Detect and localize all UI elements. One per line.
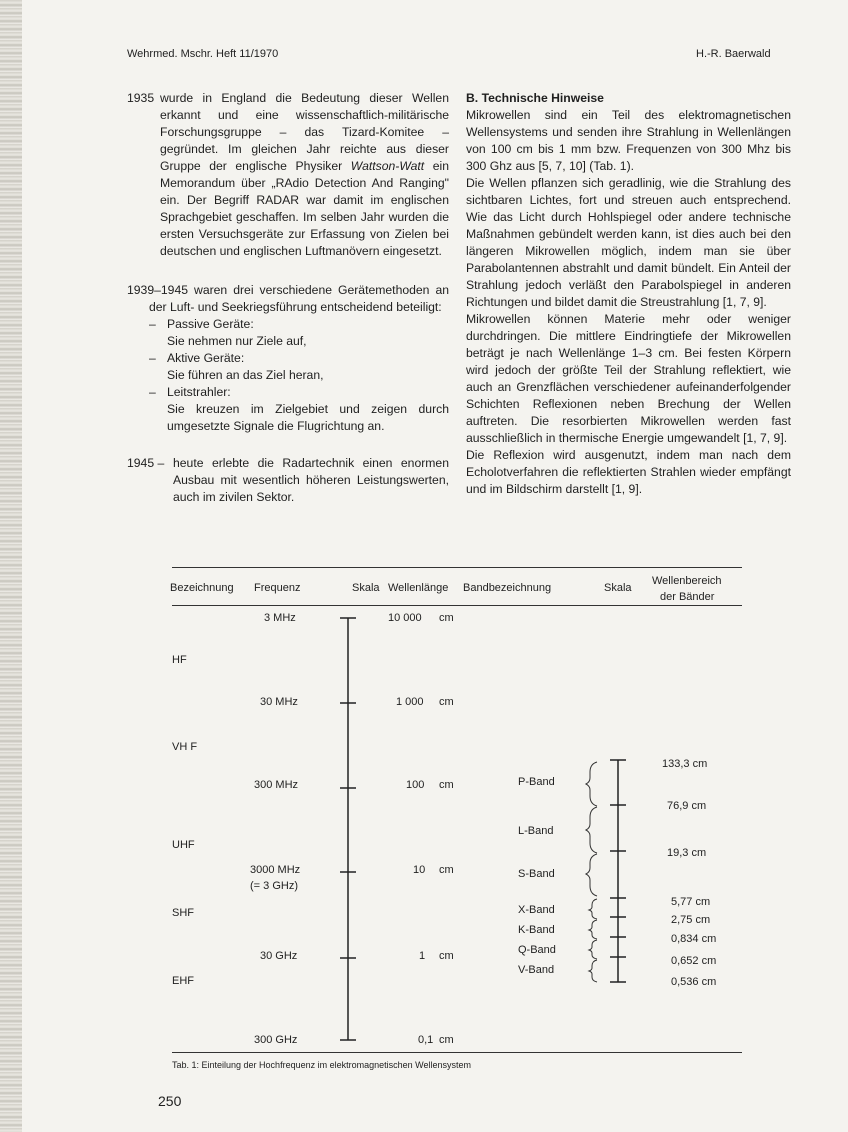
band-range: 0,652 cm [671,955,717,967]
col-header-skala: Skala [352,582,380,594]
wavelength-value: 100 [406,779,425,791]
page-number: 250 [158,1093,182,1109]
wavelength-unit: cm [439,1034,454,1046]
entry-italic-name: Wattson-Watt [350,159,425,173]
col-header-band: Bandbezeichnung [463,582,552,594]
band-range: 5,77 cm [671,896,711,908]
item-desc: Sie führen an das Ziel heran, [167,368,324,382]
band-range: 76,9 cm [667,800,707,812]
band-range: 0,834 cm [671,933,717,945]
range-label: HF [172,654,187,666]
band-label: K-Band [518,924,555,936]
band-range: 133,3 cm [662,758,708,770]
entry-text: waren drei verschiedene Gerätemethoden an der Luft- und Seekriegsführung entscheidend beteiligt: [149,283,450,314]
range-label: UHF [172,839,195,851]
frequency-value: (= 3 GHz) [250,880,298,892]
entry-text: heute erlebte die Radartechnik einen enormen Ausbau mit wesentlich höheren Leistungswerten, auch im zivilen Sektor. [173,456,449,504]
entry-year: 1945 – [127,456,165,470]
wavelength-value: 10 [413,864,426,876]
wavelength-unit: cm [439,950,454,962]
item-label: Aktive Geräte: [167,351,245,365]
item-label: Passive Geräte: [167,317,254,331]
entry-year: 1939–1945 [127,283,189,297]
list-item: – Leitstrahler: Sie kreuzen im Zielgebiet und zeigen durch umgesetzte Signale die Flugrichtung an. [149,385,449,433]
frequency-value: 300 GHz [254,1034,298,1046]
range-label: VH F [172,741,198,753]
frequency-value: 30 MHz [260,696,298,708]
band-range: 0,536 cm [671,976,717,988]
range-label: SHF [172,907,194,919]
wavelength-value: 1 [419,950,426,962]
band-range: 2,75 cm [671,914,711,926]
col-header-bereich: Wellenbereich [652,575,722,587]
paragraph: Die Reflexion wird ausgenutzt, indem man nach dem Echolotverfahren die reflektierten Strahlen wieder empfängt und im Bildschirm darstellt [1, 9]. [466,448,791,496]
entry-text: wurde in England die Bedeutung dieser Wellen erkannt und eine wissenschaftlich-militärische Forschungsgruppe – das Tizard-Komitee – gegründet. Im gleichen Jahr reichte aus dieser Gruppe der englische Physiker [160,91,449,173]
wavelength-value: 1 000 [396,696,424,708]
author-header: H.-R. Baerwald [696,48,771,60]
frequency-value: 300 MHz [254,779,299,791]
wavelength-value: 0,1 [418,1034,434,1046]
wavelength-unit: cm [439,864,454,876]
band-range: 19,3 cm [667,847,707,859]
list-item: – Passive Geräte: Sie nehmen nur Ziele auf, [149,316,449,350]
band-label: V-Band [518,964,555,976]
col-header-bereich-2: der Bänder [660,591,715,603]
frequency-value: 3 MHz [264,612,296,624]
item-desc: Sie kreuzen im Zielgebiet und zeigen durch umgesetzte Signale die Flugrichtung an. [167,402,449,433]
entry-year: 1935 [127,91,155,105]
paragraph: Mikrowellen können Materie mehr oder weniger durchdringen. Die mittlere Eindringtiefe der Mikrowellen beträgt je nach Wellenlänge 1–3 cm. Bei festen Körpern wird jedoch der größte Teil der Strahlung reflektiert, wie auch an Grenzflächen verschiedener aufeinanderfolgender Schichten Reflexionen neben Brechung der Wellen auftreten. Die resorbierten Mikrowellen werden fast ausschließlich in thermische Energie umgewandelt [1, 7, 9]. [466,312,791,445]
list-item: – Aktive Geräte: Sie führen an das Ziel heran, [149,350,449,384]
wavelength-unit: cm [439,696,454,708]
paragraph: Die Wellen pflanzen sich geradlinig, wie die Strahlung des sichtbaren Lichtes, fort und streuen auch entsprechend. Wie das Licht durch Hohlspiegel oder andere technische Maßnahmen gebündelt werden kann, ist dies auch bei den längeren Mikrowellen möglich, indem man sie über Parabolantennen abstrahlt und damit bündelt. Ein Anteil der Strahlung jedoch verläßt den Parabolspiegel in anderen Richtungen und bildet damit die Streustrahlung [1, 7, 9]. [466,176,791,309]
band-label: P-Band [518,776,555,788]
band-label: S-Band [518,868,555,880]
col-header-wellenlaenge: Wellenlänge [388,582,449,594]
item-label: Leitstrahler: [167,385,231,399]
section-heading: B. Technische Hinweise [466,91,604,105]
band-label: X-Band [518,904,555,916]
wavelength-unit: cm [439,612,454,624]
frequency-value: 30 GHz [260,950,298,962]
col-header-frequenz: Frequenz [254,582,301,594]
wavelength-unit: cm [439,779,454,791]
col-header-skala2: Skala [604,582,632,594]
col-header-bezeichnung: Bezeichnung [170,582,234,594]
frequency-value: 3000 MHz [250,864,301,876]
paragraph: Mikrowellen sind ein Teil des elektromagnetischen Wellensystems und senden ihre Strahlung in Wellenlängen von 100 cm bis 1 mm bzw. Frequenzen von 300 Mhz bis 300 Ghz aus [5, 7, 10] (Tab. 1). [466,108,791,173]
entry-text-continued: ein Memorandum über „RAdio Detection And Ranging" ein. Der Begriff RADAR war damit im englischen Sprachgebiet geschaffen. Im selben Jahr wurden die ersten Versuchsgeräte zur Erfassung von Zielen bei deutschen und englischen Luftmanövern eingesetzt. [160,159,449,258]
journal-header: Wehrmed. Mschr. Heft 11/1970 [127,48,279,60]
band-label: Q-Band [518,944,556,956]
band-label: L-Band [518,825,554,837]
wavelength-value: 10 000 [388,612,422,624]
range-label: EHF [172,975,194,987]
item-desc: Sie nehmen nur Ziele auf, [167,334,307,348]
table-caption: Tab. 1: Einteilung der Hochfrequenz im elektromagnetischen Wellensystem [172,1060,471,1070]
